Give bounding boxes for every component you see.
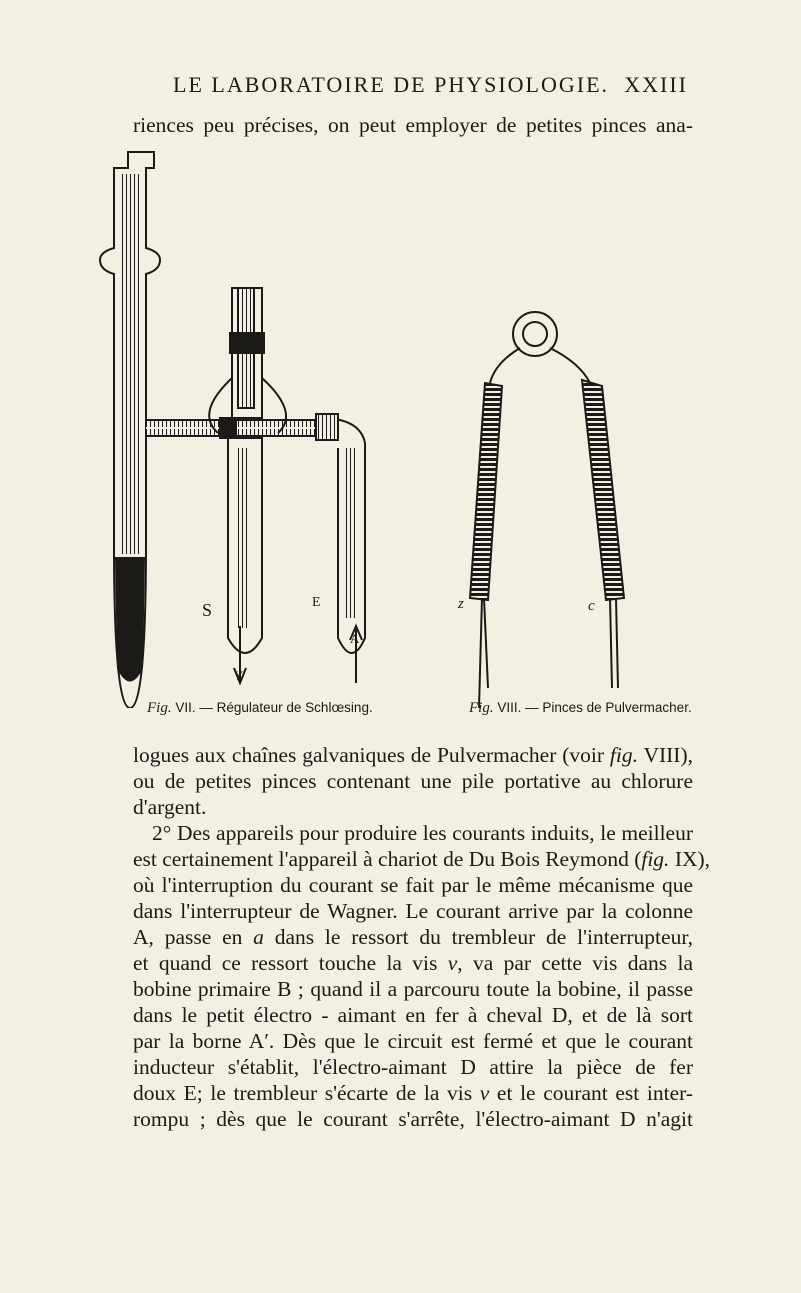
fig-reference: fig. bbox=[641, 847, 670, 871]
p2-line-8: dans le petit électro - aimant en fer à cheval D, et de là sort bbox=[133, 1003, 693, 1027]
running-header bbox=[173, 70, 688, 104]
fig7-caption bbox=[147, 700, 373, 717]
p2-line-3: où l'interruption du courant se fait par le même mécanisme que bbox=[133, 873, 693, 897]
fig7-letter-y: Y bbox=[234, 668, 244, 683]
header-title: LE LABORATOIRE DE PHYSIOLOGIE. bbox=[173, 72, 610, 97]
fig8-caption bbox=[469, 700, 692, 717]
pincers-drawing bbox=[470, 312, 624, 708]
p2-line-2: est certainement l'appareil à chariot de Du Bois Reymond (fig. IX), bbox=[133, 847, 711, 871]
p2-line-4: dans l'interrupteur de Wagner. Le courant arrive par la colonne bbox=[133, 899, 693, 923]
fig-reference: fig. bbox=[609, 743, 638, 767]
fig8-letter-c: c bbox=[588, 598, 595, 614]
intro-line: riences peu précises, on peut employer de petites pinces ana- bbox=[133, 113, 693, 137]
fig8-label: Fig. bbox=[469, 700, 494, 716]
p2-line-7: bobine primaire B ; quand il a parcouru toute la bobine, il passe bbox=[133, 977, 693, 1001]
p2-line-1: 2° Des appareils pour produire les courants induits, le meilleur bbox=[152, 821, 693, 845]
p2-line-10: inducteur s'établit, l'électro-aimant D attire la pièce de fer bbox=[133, 1055, 693, 1079]
fig7-letter-e: E bbox=[312, 595, 321, 610]
fig7-label: Fig. bbox=[147, 700, 172, 716]
fig8-letter-z: z bbox=[458, 596, 464, 612]
fig7-caption-text: VII. — Régulateur de Schlœsing. bbox=[175, 700, 373, 715]
fig7-letter-s: S bbox=[202, 600, 213, 620]
fig7-letter-a: A bbox=[350, 631, 360, 646]
p1-line-3: d'argent. bbox=[133, 795, 207, 819]
p2-line-6: et quand ce ressort touche la vis v, va par cette vis dans la bbox=[133, 951, 693, 975]
p1-line-1: logues aux chaînes galvaniques de Pulvermacher (voir fig. VIII), bbox=[133, 743, 693, 767]
p2-line-11: doux E; le trembleur s'écarte de la vis v et le courant est inter- bbox=[133, 1081, 693, 1105]
page-number: XXIII bbox=[624, 72, 688, 97]
p2-line-9: par la borne A′. Dès que le circuit est fermé et que le courant bbox=[133, 1029, 693, 1053]
figure-illustrations bbox=[90, 148, 730, 708]
p2-line-12: rompu ; dès que le courant s'arrête, l'électro-aimant D n'agit bbox=[133, 1107, 693, 1131]
p1-line-2: ou de petites pinces contenant une pile portative au chlorure bbox=[133, 769, 693, 793]
regulator-drawing bbox=[100, 152, 365, 708]
p2-line-5: A, passe en a dans le ressort du trembleur de l'interrupteur, bbox=[133, 925, 693, 949]
fig8-caption-text: VIII. — Pinces de Pulvermacher. bbox=[497, 700, 692, 715]
